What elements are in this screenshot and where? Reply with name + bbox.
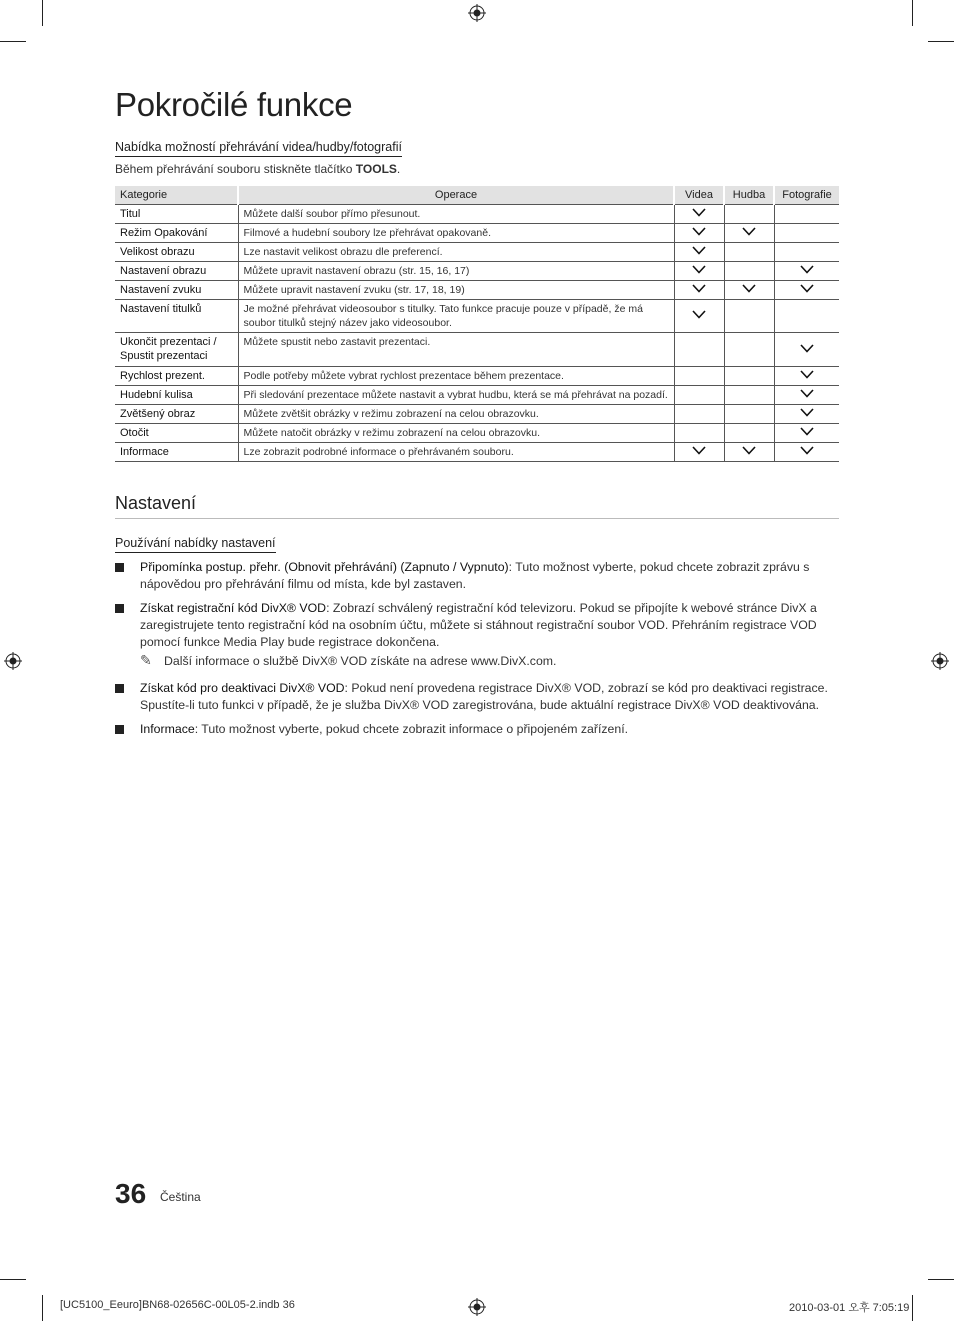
checkmark-icon — [742, 227, 756, 236]
list-item — [115, 559, 839, 593]
support-cell — [674, 424, 724, 443]
category-cell: Nastavení zvuku — [115, 281, 238, 300]
bullet-square-icon — [115, 725, 124, 734]
checkmark-icon — [800, 265, 814, 274]
operation-cell: Můžete další soubor přímo přesunout. — [238, 205, 674, 224]
options-table — [115, 186, 839, 462]
support-cell — [774, 405, 839, 424]
operation-cell: Podle potřeby můžete vybrat rychlost prezentace během prezentace. — [238, 367, 674, 386]
table-header-row — [115, 186, 839, 205]
support-cell — [724, 367, 774, 386]
print-timestamp: 2010-03-01 오후 7:05:19 — [789, 1302, 910, 1314]
section-subtitle: Používání nabídky nastavení — [115, 536, 276, 553]
category-cell: Nastavení titulků — [115, 300, 238, 333]
operation-cell: Je možné přehrávat videosoubor s titulky. Tato funkce pracuje pouze v případě, že má soubor titulků stejný název jako videosoubor. — [238, 300, 674, 333]
support-cell — [724, 205, 774, 224]
operation-cell: Lze nastavit velikost obrazu dle preferencí. — [238, 243, 674, 262]
support-cell — [774, 367, 839, 386]
column-header: Kategorie — [115, 186, 238, 205]
section-heading: Nastavení — [115, 493, 197, 513]
support-cell — [674, 443, 724, 462]
section-subtitle: Nabídka možností přehrávání videa/hudby/fotografií — [115, 140, 402, 157]
category-cell: Otočit — [115, 424, 238, 443]
support-cell — [724, 443, 774, 462]
table-row — [115, 262, 839, 281]
category-cell: Hudební kulisa — [115, 386, 238, 405]
crop-mark — [912, 0, 913, 26]
crop-mark — [928, 41, 954, 42]
column-header: Fotografie — [774, 186, 839, 205]
checkmark-icon — [692, 208, 706, 217]
divider — [115, 518, 839, 519]
item-term: Informace — [140, 722, 195, 736]
support-cell — [674, 333, 724, 367]
support-cell — [774, 224, 839, 243]
crop-mark — [928, 1279, 954, 1280]
support-cell — [724, 424, 774, 443]
checkmark-icon — [692, 446, 706, 455]
support-cell — [674, 262, 724, 281]
support-cell — [774, 262, 839, 281]
support-cell — [724, 243, 774, 262]
list-item — [115, 721, 839, 738]
support-cell — [724, 281, 774, 300]
table-row — [115, 224, 839, 243]
crop-mark — [0, 1279, 26, 1280]
crop-mark — [42, 1295, 43, 1321]
operation-cell: Můžete zvětšit obrázky v režimu zobrazení na celou obrazovku. — [238, 405, 674, 424]
item-text: : Tuto možnost vyberte, pokud chcete zobrazit zprávu s nápovědou pro přehrávání filmu od místa, kde byl zastaven. — [140, 560, 810, 591]
table-row — [115, 205, 839, 224]
support-cell — [774, 443, 839, 462]
bullet-square-icon — [115, 563, 124, 572]
registration-mark-icon — [468, 1298, 486, 1316]
checkmark-icon — [692, 284, 706, 293]
checkmark-icon — [692, 227, 706, 236]
item-text: : Tuto možnost vyberte, pokud chcete zobrazit informace o připojeném zařízení. — [194, 722, 629, 736]
tools-key-label: TOOLS — [355, 162, 397, 176]
crop-mark — [912, 1295, 913, 1321]
support-cell — [724, 386, 774, 405]
column-header: Videa — [674, 186, 724, 205]
item-text: : Zobrazí schválený registrační kód televizoru. Pokud se připojíte k webové stránce DivX a zaregistrujete tento registrační kód na osobním účtu, můžete si stáhnout registrační soubor VOD. Přehráním registrace VOD pomocí funkce Media Play bude registrace dokončena. — [140, 601, 817, 649]
item-term: Získat kód pro deaktivaci DivX® VOD — [140, 681, 345, 695]
checkmark-icon — [800, 370, 814, 379]
table-row — [115, 281, 839, 300]
support-cell — [774, 333, 839, 367]
operation-cell: Lze zobrazit podrobné informace o přehrávaném souboru. — [238, 443, 674, 462]
support-cell — [774, 243, 839, 262]
intro-suffix: . — [396, 162, 401, 176]
checkmark-icon — [692, 310, 706, 319]
category-cell: Velikost obrazu — [115, 243, 238, 262]
category-cell: Titul — [115, 205, 238, 224]
table-row — [115, 405, 839, 424]
table-row — [115, 243, 839, 262]
column-header: Operace — [238, 186, 674, 205]
support-cell — [724, 262, 774, 281]
table-row — [115, 367, 839, 386]
operation-cell: Můžete spustit nebo zastavit prezentaci. — [238, 333, 674, 367]
table-row — [115, 300, 839, 333]
checkmark-icon — [800, 446, 814, 455]
registration-mark-icon — [468, 4, 486, 22]
item-text: : Pokud není provedena registrace DivX® VOD, zobrazí se kód pro deaktivaci registrace. Spustíte-li tuto funkci v případě, že je služba DivX® VOD zaregistrována, bude aktuální registrace DivX® VOD deaktivována. — [140, 681, 828, 712]
bullet-square-icon — [115, 604, 124, 613]
support-cell — [674, 367, 724, 386]
checkmark-icon — [692, 246, 706, 255]
table-row — [115, 443, 839, 462]
table-row — [115, 424, 839, 443]
registration-mark-icon — [931, 652, 949, 670]
list-item — [115, 680, 839, 714]
intro-text: Během přehrávání souboru stiskněte tlačítko — [115, 162, 356, 176]
support-cell — [774, 205, 839, 224]
item-term: Získat registrační kód DivX® VOD — [140, 601, 327, 615]
item-term: Připomínka postup. přehr. (Obnovit přehrávání) (Zapnuto / Vypnuto) — [140, 560, 509, 574]
support-cell — [674, 243, 724, 262]
note — [140, 652, 556, 669]
crop-mark — [42, 0, 43, 26]
support-cell — [674, 405, 724, 424]
operation-cell: Můžete upravit nastavení obrazu (str. 15, 16, 17) — [238, 262, 674, 281]
category-cell: Režim Opakování — [115, 224, 238, 243]
checkmark-icon — [800, 408, 814, 417]
checkmark-icon — [800, 344, 814, 353]
operation-cell: Můžete natočit obrázky v režimu zobrazení na celou obrazovku. — [238, 424, 674, 443]
category-cell: Ukončit prezentaci / Spustit prezentaci — [115, 333, 238, 367]
operation-cell: Můžete upravit nastavení zvuku (str. 17, 18, 19) — [238, 281, 674, 300]
section-intro — [115, 162, 400, 176]
print-file-info: [UC5100_Eeuro]BN68-02656C-00L05-2.indb 36 — [60, 1299, 295, 1311]
support-cell — [774, 424, 839, 443]
support-cell — [674, 300, 724, 333]
list-item — [115, 600, 839, 651]
support-cell — [724, 224, 774, 243]
page-language: Čeština — [160, 1190, 201, 1204]
table-row — [115, 333, 839, 367]
support-cell — [674, 224, 724, 243]
support-cell — [774, 300, 839, 333]
category-cell: Rychlost prezent. — [115, 367, 238, 386]
bullet-square-icon — [115, 684, 124, 693]
support-cell — [724, 405, 774, 424]
support-cell — [724, 333, 774, 367]
category-cell: Informace — [115, 443, 238, 462]
crop-mark — [0, 41, 26, 42]
support-cell — [674, 205, 724, 224]
registration-mark-icon — [4, 652, 22, 670]
operation-cell: Při sledování prezentace můžete nastavit a vybrat hudbu, která se má přehrávat na pozadí. — [238, 386, 674, 405]
page-title: Pokročilé funkce — [115, 86, 353, 123]
operation-cell: Filmové a hudební soubory lze přehrávat opakovaně. — [238, 224, 674, 243]
support-cell — [724, 300, 774, 333]
support-cell — [674, 281, 724, 300]
support-cell — [774, 281, 839, 300]
checkmark-icon — [800, 284, 814, 293]
checkmark-icon — [692, 265, 706, 274]
checkmark-icon — [742, 284, 756, 293]
category-cell: Zvětšený obraz — [115, 405, 238, 424]
category-cell: Nastavení obrazu — [115, 262, 238, 281]
pencil-note-icon: ✎ — [140, 652, 152, 668]
checkmark-icon — [800, 427, 814, 436]
checkmark-icon — [742, 446, 756, 455]
support-cell — [774, 386, 839, 405]
column-header: Hudba — [724, 186, 774, 205]
checkmark-icon — [800, 389, 814, 398]
support-cell — [674, 386, 724, 405]
note-text: Další informace o službě DivX® VOD získáte na adrese www.DivX.com. — [164, 654, 557, 668]
table-row — [115, 386, 839, 405]
page-number: 36 — [115, 1178, 147, 1209]
